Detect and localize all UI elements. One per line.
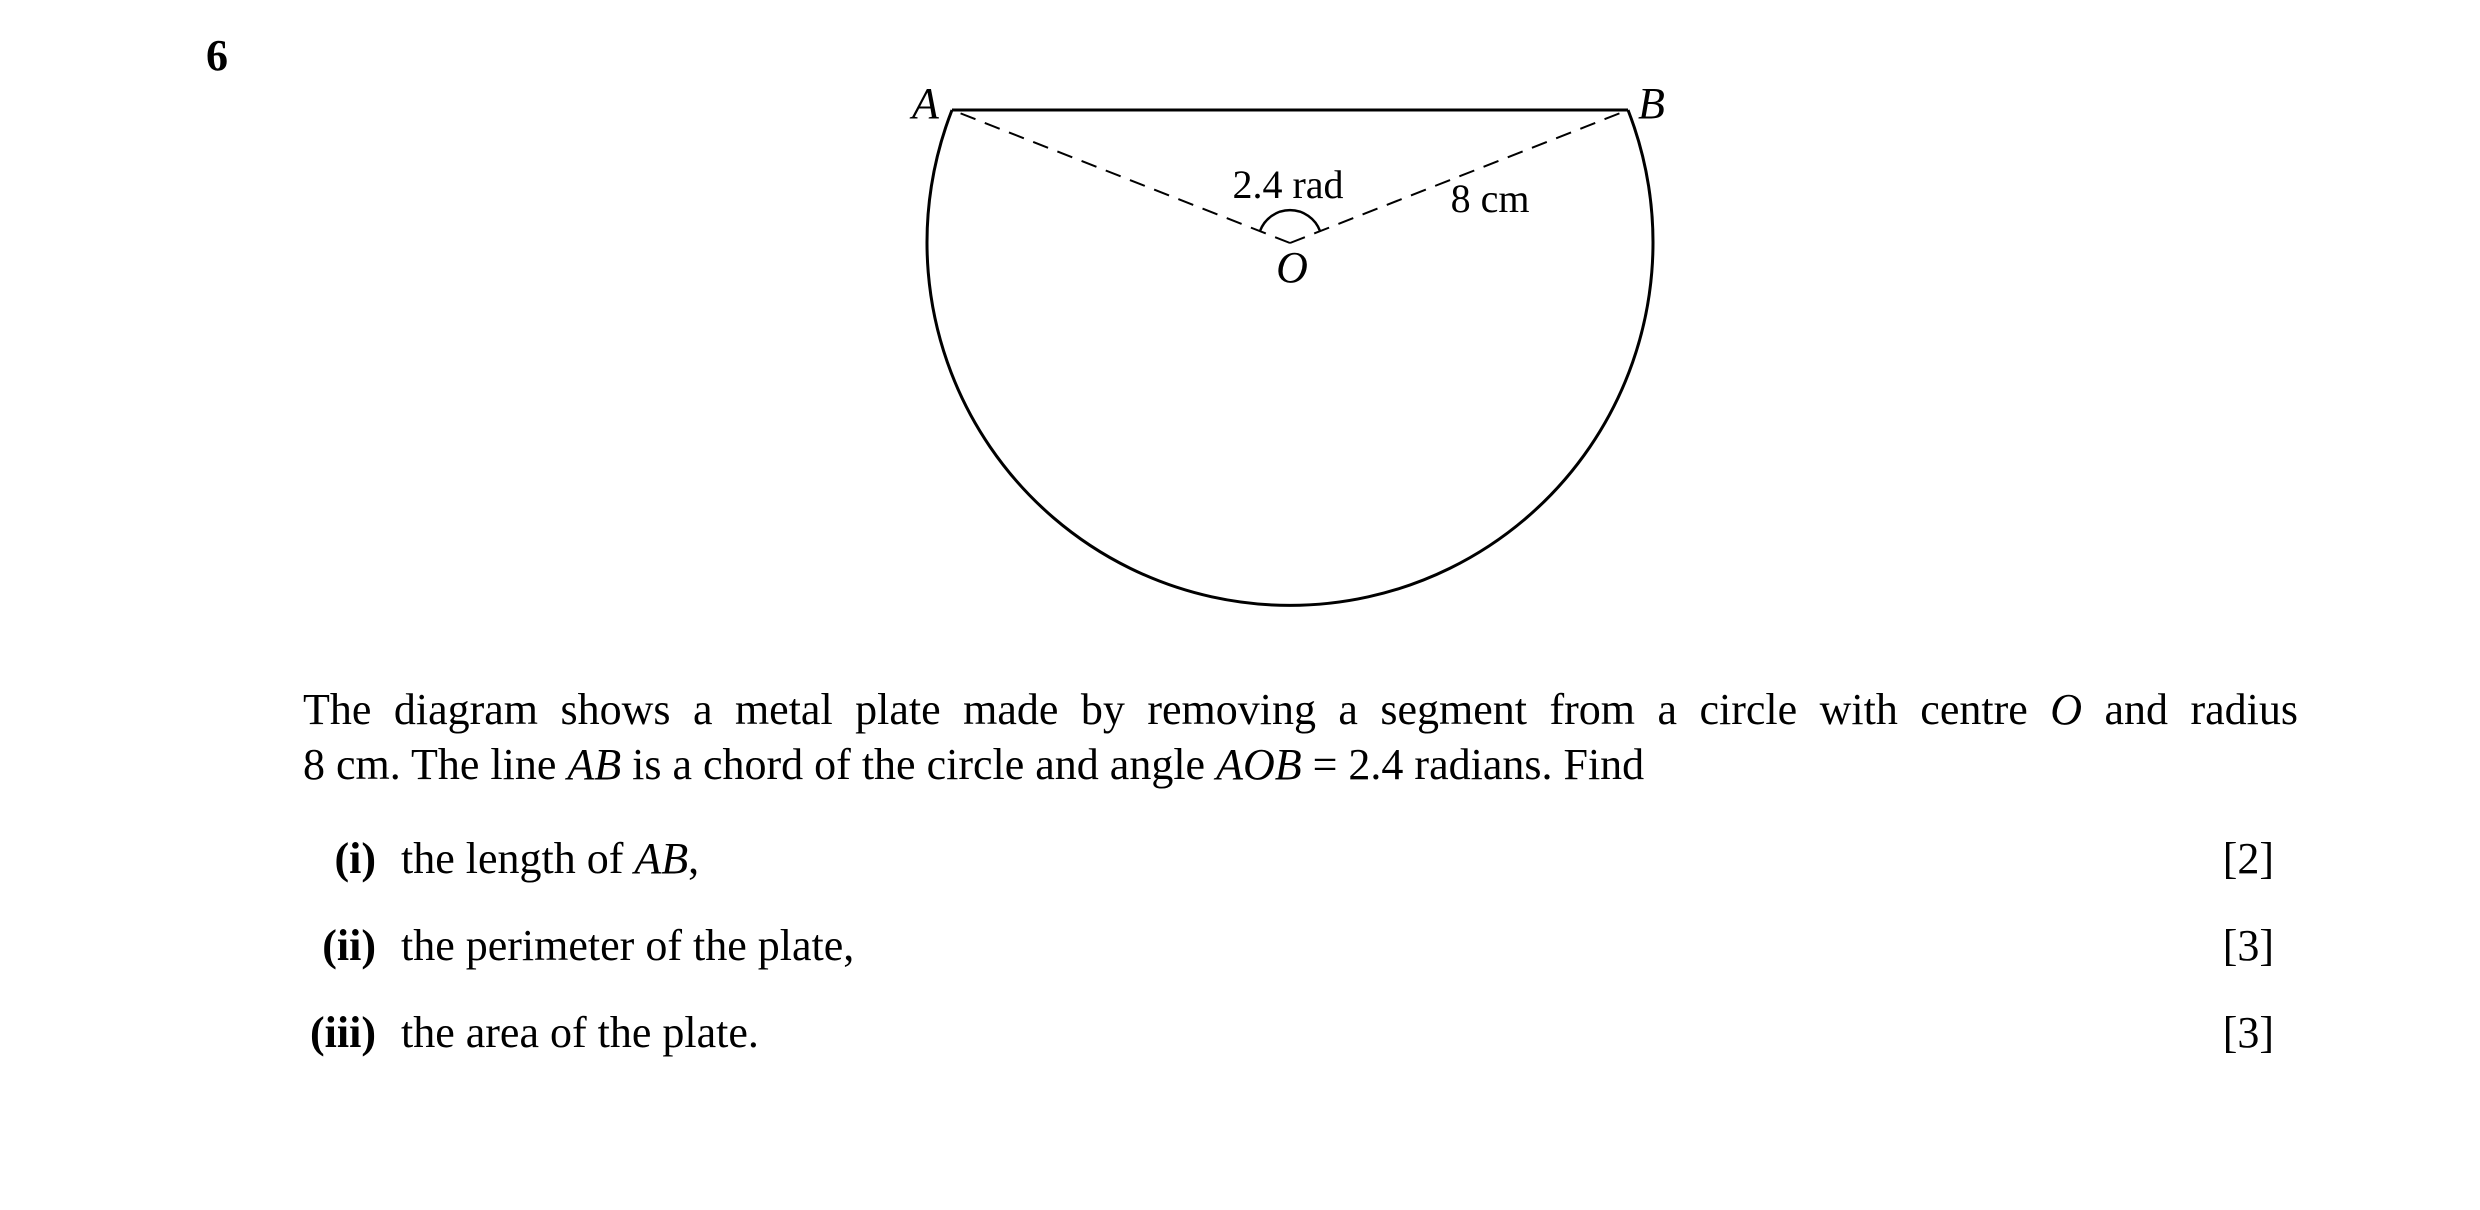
part-label: (ii): [322, 921, 376, 970]
part-marks: [3]: [2222, 921, 2274, 970]
question-number: 6: [206, 31, 228, 80]
part-text: the length of AB,: [401, 834, 700, 883]
question-intro: [303, 682, 2298, 792]
angle-label: 2.4 rad: [1232, 162, 1344, 207]
part-ii: [0, 916, 2480, 976]
angle-arc: [1260, 210, 1320, 231]
part-text: the area of the plate.: [401, 1008, 759, 1057]
label-a: A: [912, 79, 939, 128]
part-marks: [2]: [2222, 834, 2274, 883]
part-marks: [3]: [2222, 1008, 2274, 1057]
label-b: B: [1638, 79, 1665, 128]
part-text: the perimeter of the plate,: [401, 921, 855, 970]
part-iii: [0, 1003, 2480, 1063]
part-i: [0, 829, 2480, 889]
intro-line-1: The diagram shows a metal plate made by removing a segment from a circle with centre O and radius: [303, 685, 2298, 734]
radius-label: 8 cm: [1450, 176, 1530, 221]
part-label: (i): [334, 834, 376, 883]
intro-line-2: 8 cm. The line AB is a chord of the circle and angle AOB = 2.4 radians. Find: [303, 740, 1645, 789]
label-o: O: [1276, 243, 1308, 292]
part-label: (iii): [310, 1008, 376, 1057]
